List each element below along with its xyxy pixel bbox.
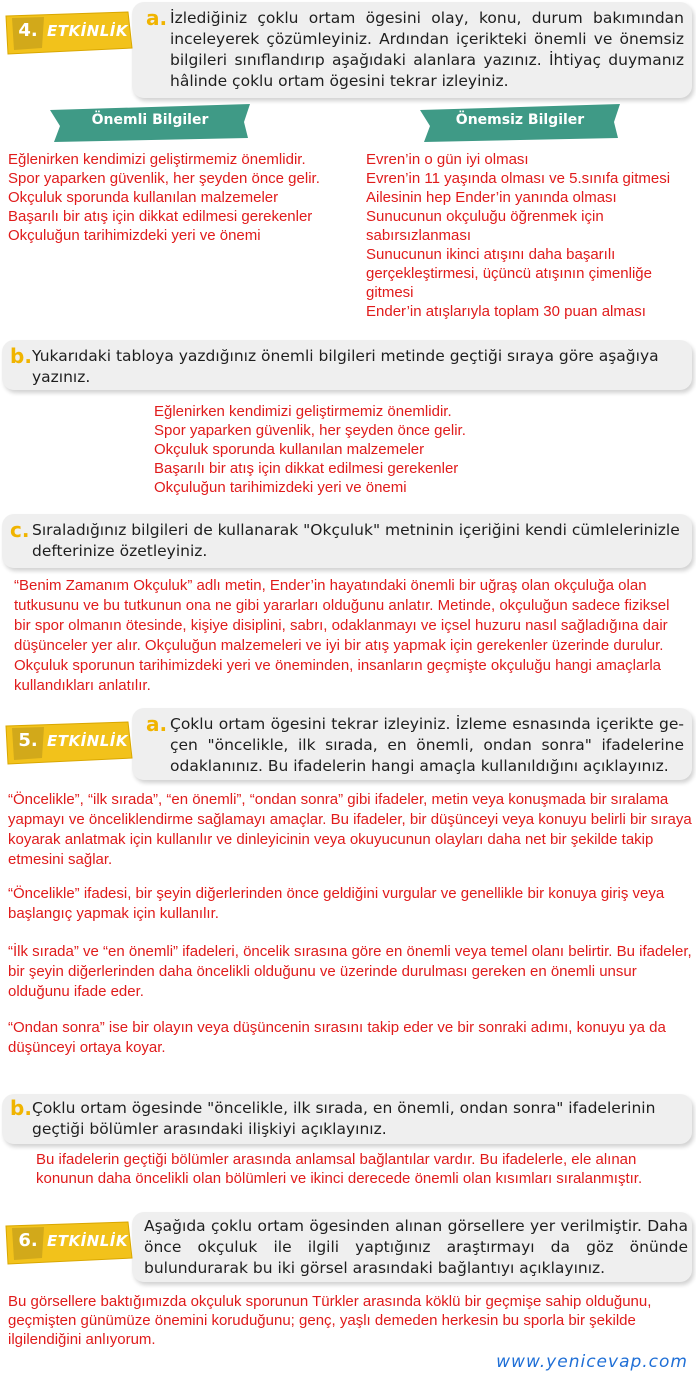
list-item: Okçuluk sporunda kullanılan malzemeler bbox=[154, 441, 425, 458]
unimportant-header: Önemsiz Bilgiler bbox=[455, 112, 585, 128]
activity6-number: 6. bbox=[18, 1230, 38, 1251]
activity4-c-letter: c. bbox=[10, 518, 30, 542]
list-item: Spor yaparken güvenlik, her şeyden önce gelir. bbox=[8, 170, 320, 187]
list-item: Eğlenirken kendimizi geliştirmemiz önemlidir. bbox=[8, 151, 306, 168]
list-item: Ender’in atışlarıyla toplam 30 puan alması bbox=[366, 303, 646, 320]
list-item: Ailesinin hep Ender’in yanında olması bbox=[366, 189, 617, 206]
activity5-b-answer: Bu ifadelerin geçtiği bölümler arasında anlamsal bağlantılar vardır. Bu ifadelerle, ele alınan konunun daha öncelikli olan bölümleri ve ikinci derecede önemli olan kısımları sıralanmıştır. bbox=[36, 1151, 643, 1187]
activity5-a-answer-4: “Ondan sonra” ise bir olayın veya düşüncenin sırasını takip eder ve bir sonraki adımı, konuyu ya da düşünceyi ortaya koyar. bbox=[8, 1019, 666, 1056]
list-item: Eğlenirken kendimizi geliştirmemiz önemlidir. bbox=[154, 403, 452, 420]
important-header: Önemli Bilgiler bbox=[91, 112, 209, 128]
activity4-a-instruction: İzlediğiniz çoklu ortam ögesini olay, konu, durum bakımından inceleyerek çözümleyiniz. Ardından içerikteki önemli ve önemsiz bilgileri sınıflandırıp aşağıdaki alanlara yazınız. İhtiyaç duymanız hâlinde çoklu ortam ögesini tekrar izleyiniz. bbox=[170, 9, 684, 90]
activity4-a-letter: a. bbox=[146, 6, 168, 30]
important-header-ribbon bbox=[50, 98, 250, 144]
activity5-badge bbox=[2, 718, 134, 768]
list-item: Okçuluğun tarihimizdeki yeri ve önemi bbox=[8, 227, 261, 244]
activity4-number: 4. bbox=[18, 20, 38, 41]
list-item: Evren’in o gün iyi olması bbox=[366, 151, 529, 168]
list-item: Sunucunun okçuluğu öğrenmek için sabırsızlanması bbox=[366, 208, 604, 244]
ordered-important-list bbox=[154, 402, 554, 497]
list-item: Okçuluğun tarihimizdeki yeri ve önemi bbox=[154, 479, 407, 496]
activity4-badge bbox=[2, 8, 134, 58]
activity4-b-letter: b. bbox=[10, 344, 32, 368]
activity5-label: ETKİNLİK bbox=[47, 732, 128, 750]
activity4-c-instruction: Sıraladığınız bilgileri de kullanarak "Okçuluk" metninin içeriğini kendi cümlelerinizle defterinize özetleyiniz. bbox=[32, 521, 680, 560]
activity5-number: 5. bbox=[18, 730, 38, 751]
activity5-b-instruction: Çoklu ortam ögesinde "öncelikle, ilk sırada, en önemli, ondan sonra" ifadelerinin geçtiği bölümler arasındaki ilişkiyi açıklayınız. bbox=[32, 1099, 656, 1138]
activity5-a-instruction: Çoklu ortam ögesini tekrar izleyiniz. İzleme esnasında içerikte geçen "öncelikle, ilk sırada, en önemli, ondan sonra" ifadelerine odaklanınız. Bu ifadelerin hangi amaçla kullanıldığını açıklayınız. bbox=[170, 715, 684, 775]
important-list bbox=[8, 150, 358, 245]
list-item: Başarılı bir atış için dikkat edilmesi gerekenler bbox=[154, 460, 459, 477]
activity5-a-answer-2: “Öncelikle” ifadesi, bir şeyin diğerlerinden önce geldiğini vurgular ve genellikle bir konuya giriş veya başlangıç yapmak için kullanılır. bbox=[8, 885, 665, 922]
activity6-badge bbox=[2, 1218, 134, 1268]
activity5-b-letter: b. bbox=[10, 1096, 32, 1120]
activity6-label: ETKİNLİK bbox=[47, 1232, 128, 1250]
activity5-a-answer-3: “İlk sırada” ve “en önemli” ifadeleri, öncelik sırasına göre en önemli veya temel olanı belirtir. Bu ifadeler, bir şeyin diğerlerinden daha öncelikli olduğunu ve üzerinde durulması gereken en önemli unsur olduğunu ifade eder. bbox=[8, 943, 692, 1000]
activity4-b-instruction: Yukarıdaki tabloya yazdığınız önemli bilgileri metinde geçtiği sıraya göre aşağıya yazınız. bbox=[32, 347, 659, 386]
activity6-instruction: Aşağıda çoklu ortam ögesinden alınan görsellere yer verilmiştir. Daha önce okçuluk ile ilgili yaptığınız araştırmayı da göz önünde bulundurarak bu iki görsel arasındaki bağlantıyı açıklayınız. bbox=[144, 1217, 688, 1277]
site-watermark[interactable]: www.yenicevap.com bbox=[496, 1352, 688, 1372]
activity5-a-answer-1: “Öncelikle”, “ilk sırada”, “en önemli”, “ondan sonra” gibi ifadeler, metin veya konuşmada bir sıralama yapmayı ve önceliklendirme sağlamayı amaçlar. Bu ifadeler, bir düşünceyi veya konuyu belirli bir sıraya koyarak anlatmak için kullanılır ve dinleyicinin veya okuyucunun olayları daha net bir şekilde takip etmesini sağlar. bbox=[8, 791, 692, 868]
activity4-label: ETKİNLİK bbox=[47, 22, 128, 40]
list-item: Başarılı bir atış için dikkat edilmesi gerekenler bbox=[8, 208, 313, 225]
unimportant-header-ribbon bbox=[420, 98, 620, 144]
activity4-c-answer: “Benim Zamanım Okçuluk” adlı metin, Ender’in hayatındaki önemli bir uğraş olan okçuluğa olan tutkusunu ve bu tutkunun ona ne gibi yararları olduğunu anlatır. Metinde, okçuluğun sadece fiziksel bir spor olmanın ötesinde, kişiye disiplini, sabrı, odaklanmayı ve içsel huzuru nasıl sağladığına dair düşünceler yer alır. Okçuluğun malzemeleri ve iyi bir atış yapmak için gerekenler üzerinde durulur. Okçuluk sporunun tarihimizdeki yeri ve öneminden, insanların geçmişte okçuluğu hangi amaçlarla kullandıkları anlatılır. bbox=[14, 577, 670, 694]
activity5-a-letter: a. bbox=[146, 712, 168, 736]
list-item: Sunucunun ikinci atışını daha başarılı gerçekleştirmesi, üçüncü atışının çimenliğe gitmesi bbox=[366, 246, 652, 301]
list-item: Evren’in 11 yaşında olması ve 5.sınıfa gitmesi bbox=[366, 170, 671, 187]
list-item: Okçuluk sporunda kullanılan malzemeler bbox=[8, 189, 279, 206]
activity6-answer: Bu görsellere baktığımızda okçuluk sporunun Türkler arasında köklü bir geçmişe sahip olduğunu, geçmişten günümüze önemini koruduğunu; genç, yaşlı demeden herkesin bu sporla bir şekilde ilgilendiğini anlıyorum. bbox=[8, 1293, 652, 1348]
list-item: Spor yaparken güvenlik, her şeyden önce gelir. bbox=[154, 422, 466, 439]
unimportant-list bbox=[366, 150, 696, 321]
